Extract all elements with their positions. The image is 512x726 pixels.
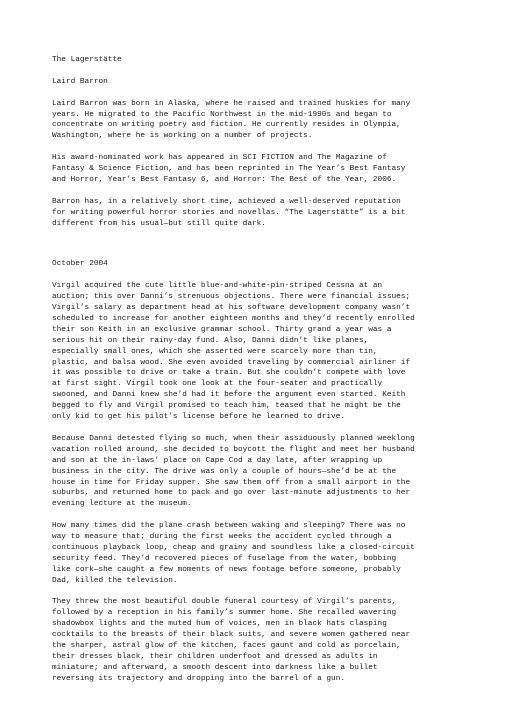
text-line: their son Keith in an exclusive grammar school. Thirty grand a year was a (52, 325, 392, 334)
text-line: the sharper, astral glow of the kitchen, faces gaunt and cold as porcelain, (52, 642, 401, 651)
text-line: it was possible to drive or take a train. But she couldn’t compete with love (52, 369, 406, 378)
story-paragraph (52, 597, 492, 684)
story-paragraph (52, 434, 492, 510)
text-line: Virgil’s salary as department head at his software development company wasn’t (52, 304, 411, 313)
text-line: different from his usual—but still quite dark. (52, 219, 266, 228)
text-line: suburbs, and returned home to pack and go over last-minute adjustments to her (52, 489, 411, 498)
text-line: scheduled to increase for another eighteen months and they’d recently enrolled (52, 314, 415, 323)
text-line: especially small ones, which she asserted were scarcely more than tin, (52, 347, 378, 356)
text-line: cocktails to the breasts of their black suits, and severe women gathered near (52, 631, 411, 640)
text-line: years. He migrated to the Pacific Northwest in the mid-1990s and began to (52, 110, 392, 119)
text-line: Dad, killed the television. (52, 576, 178, 585)
text-line: house in time for Friday supper. She saw them off from a small airport in the (52, 478, 411, 487)
text-line: begged to fly and Virgil promised to teach him, teased that he might be the (52, 402, 401, 411)
text-line: their dresses black, their children underfoot and dressed as adults in (52, 653, 378, 661)
text-line: evening lecture at the museum. (52, 500, 192, 509)
spacer (52, 66, 492, 77)
text-line: Because Danni detested flying so much, when their assiduously planned weeklong (52, 434, 415, 443)
text-line: They threw the most beautiful double funeral courtesy of Virgil’s parents, (52, 598, 397, 607)
document-page (52, 55, 492, 685)
text-line: followed by a reception in his family’s summer home. She recalled wavering (52, 609, 397, 618)
text-line: vacation rolled around, she decided to boycott the flight and meet her husband (52, 445, 415, 454)
story-date: October 2004 (52, 260, 108, 269)
text-line: way to measure that; during the first weeks the accident cycled through a (52, 533, 392, 542)
author-name: Laird Barron (52, 77, 108, 86)
text-line: and son at the in-laws’ place on Cape Cod a day late, after wrapping up (52, 456, 383, 465)
story-title: The Lagerstätte (52, 56, 122, 64)
text-line: only kid to get his pilot’s license before he learned to drive. (52, 413, 345, 422)
text-line: shadowbox lights and the muted hum of voices, men in black hats clasping (52, 620, 387, 629)
bio-paragraph (52, 197, 492, 230)
text-line: serious hit on their rainy-day fund. Also, Danni didn’t like planes, (52, 336, 369, 345)
text-line: swooned, and Danni knew she’d had it before the argument even started. Keith (52, 391, 406, 400)
text-line: for writing powerful horror stories and novellas. “The Lagerstätte” is a bit (52, 208, 406, 217)
text-line: Laird Barron was born in Alaska, where he raised and trained huskies for many (52, 99, 411, 108)
text-line: continuous playback loop, cheap and grainy and soundless like a closed-circuit (52, 543, 415, 552)
text-line: auction; this over Danni’s strenuous objections. There were financial issues; (52, 293, 411, 302)
text-line: Fantasy & Science Fiction, and has been reprinted in The Year’s Best Fantasy (52, 165, 406, 174)
text-line: at first sight. Virgil took one look at the four-seater and practically (52, 380, 383, 389)
bio-paragraph (52, 153, 492, 186)
text-line: security feed. They’d recovered pieces of fuselage from the water, bobbing (52, 554, 397, 563)
story-paragraph (52, 521, 492, 586)
text-line: How many times did the plane crash between waking and sleeping? There was no (52, 522, 406, 531)
text-line: reversing its trajectory and dropping into the barrel of a gun. (52, 674, 345, 683)
text-line: plastic, and balsa wood. She even avoided traveling by commercial airliner if (52, 358, 411, 367)
section-spacer (52, 229, 492, 259)
text-line: like cork—she caught a few moments of news footage before someone, probably (52, 565, 401, 574)
bio-paragraph (52, 99, 492, 143)
spacer (52, 88, 492, 99)
text-line: concentrate on writing poetry and fiction. He currently resides in Olympia, (52, 121, 401, 130)
spacer (52, 270, 492, 281)
story-paragraph (52, 281, 492, 423)
text-line: Virgil acquired the cute little blue-and-white-pin-striped Cessna at an (52, 282, 383, 291)
story-body (52, 281, 492, 684)
text-line: and Horror, Year’s Best Fantasy 6, and Horror: The Best of the Year, 2006. (52, 175, 397, 184)
text-line: Washington, where he is working on a number of projects. (52, 132, 313, 141)
author-bio (52, 99, 492, 230)
text-line: business in the city. The drive was only a couple of hours—she’d be at the (52, 467, 397, 476)
text-line: His award-nominated work has appeared in SCI FICTION and The Magazine of (52, 154, 387, 163)
text-line: Barron has, in a relatively short time, achieved a well-deserved reputation (52, 197, 401, 206)
text-line: miniature; and afterward, a smooth descent into darkness like a bullet (52, 663, 378, 672)
